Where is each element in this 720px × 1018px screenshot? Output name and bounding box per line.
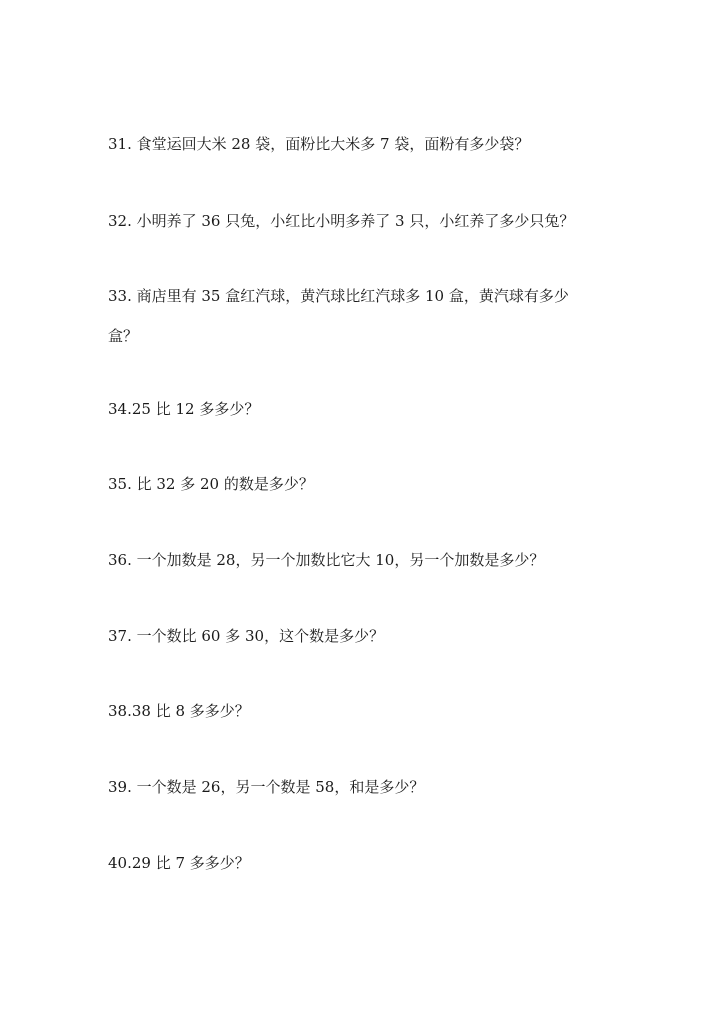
question-36: 36. 一个加数是 28，另一个加数比它大 10，另一个加数是多少？ — [108, 551, 545, 569]
question-40: 40.29 比 7 多多少？ — [108, 854, 250, 872]
question-37: 37. 一个数比 60 多 30，这个数是多少？ — [108, 627, 385, 645]
question-33-line-1: 33. 商店里有 35 盒红汽球，黄汽球比红汽球多 10 盒，黄汽球有多少 — [108, 287, 569, 305]
question-35: 35. 比 32 多 20 的数是多少？ — [108, 475, 314, 493]
question-39: 39. 一个数是 26，另一个数是 58，和是多少？ — [108, 778, 425, 796]
question-31: 31. 食堂运回大米 28 袋，面粉比大米多 7 袋，面粉有多少袋？ — [108, 135, 530, 153]
question-38: 38.38 比 8 多多少？ — [108, 702, 250, 720]
question-34: 34.25 比 12 多多少？ — [108, 400, 260, 418]
question-33-line-2: 盒？ — [108, 327, 139, 345]
question-32: 32. 小明养了 36 只兔，小红比小明多养了 3 只，小红养了多少只兔？ — [108, 212, 575, 230]
